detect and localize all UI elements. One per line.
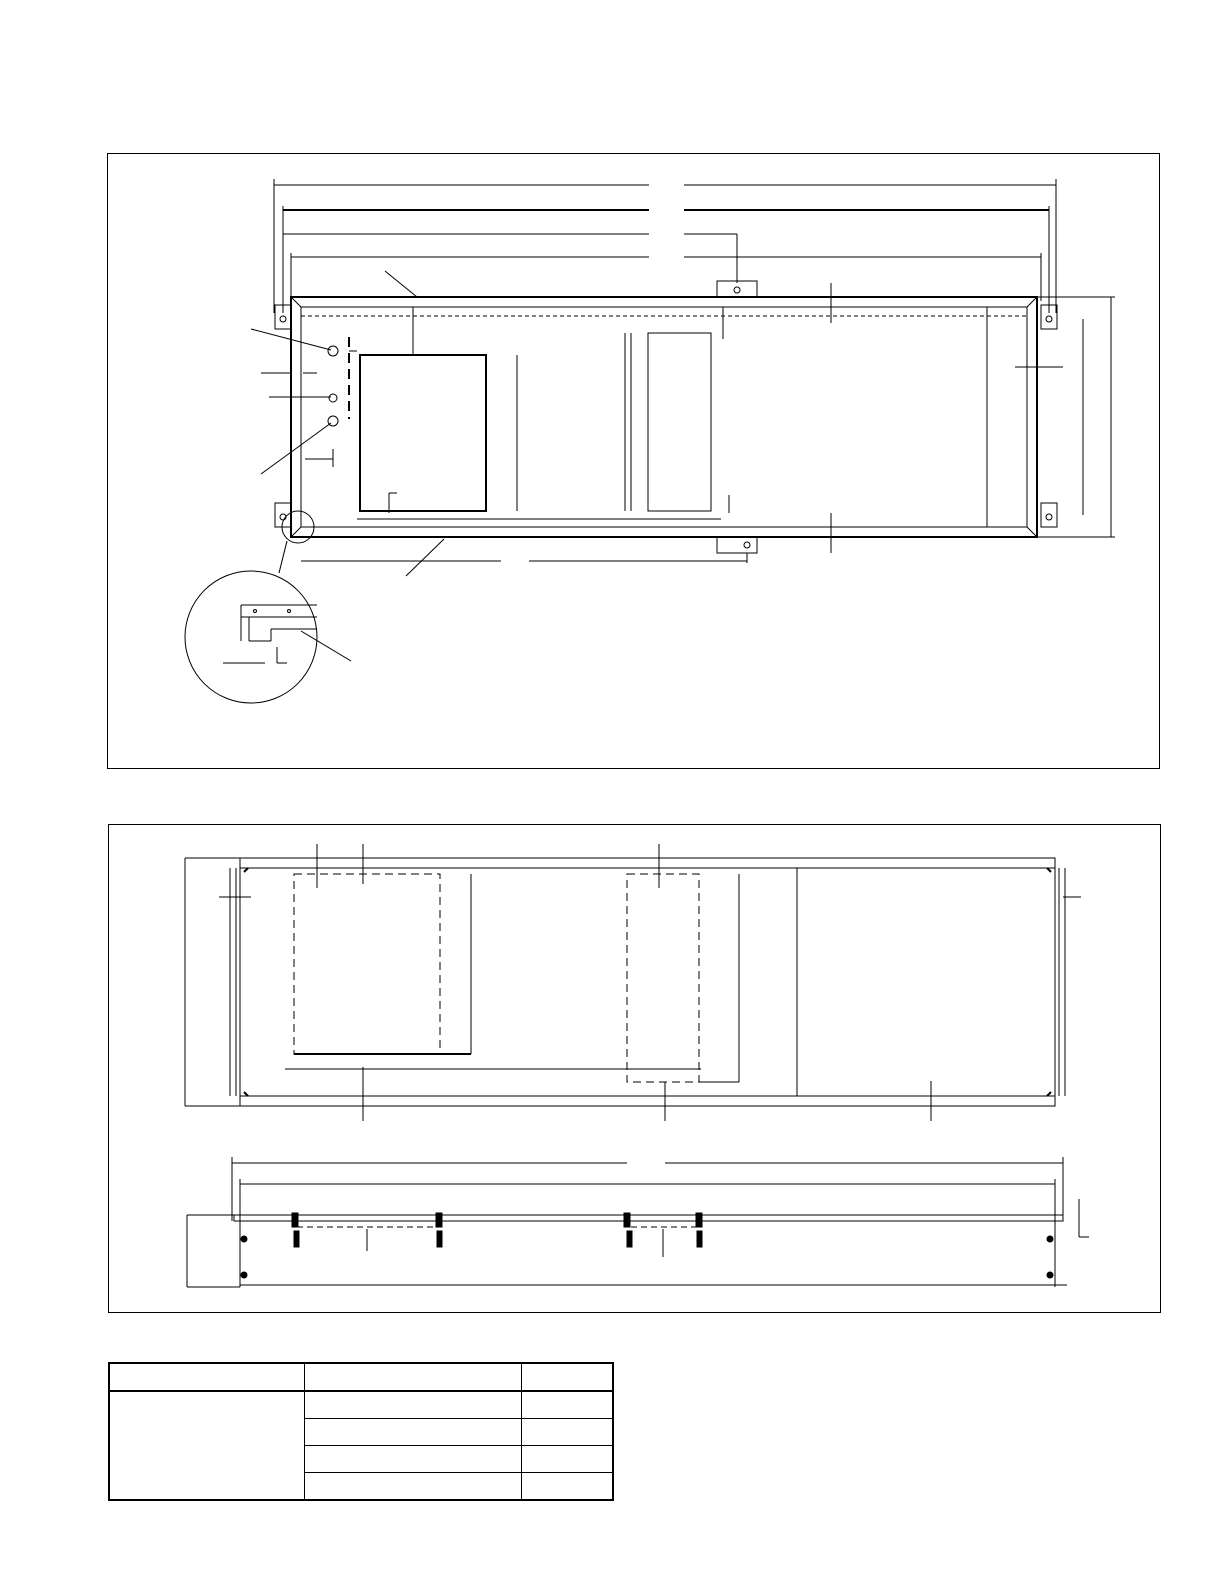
top-view-panel	[107, 153, 1160, 769]
table-cell	[522, 1391, 614, 1419]
front-view	[185, 844, 1081, 1121]
table-cell	[305, 1391, 522, 1419]
specification-table	[108, 1362, 614, 1501]
table-group-cell	[109, 1391, 305, 1500]
table-header-cell	[305, 1363, 522, 1391]
elevation-view-drawing	[109, 825, 1162, 1314]
top-view-drawing	[108, 154, 1161, 770]
table-row	[109, 1391, 613, 1419]
detail-callout	[185, 511, 317, 703]
table-cell	[305, 1446, 522, 1473]
overall-dimension-lines	[274, 179, 1056, 313]
table-header-cell	[522, 1363, 614, 1391]
table-header-cell	[109, 1363, 305, 1391]
knockout-holes	[303, 337, 357, 467]
table-cell	[522, 1473, 614, 1501]
table-cell	[522, 1419, 614, 1446]
fasteners	[241, 1213, 1053, 1278]
table-header-row	[109, 1363, 613, 1391]
side-view	[187, 1157, 1089, 1287]
elevation-view-panel	[108, 824, 1161, 1313]
table-cell	[522, 1446, 614, 1473]
table-cell	[305, 1473, 522, 1501]
cutout-openings	[301, 283, 1115, 563]
mounting-bracket	[275, 281, 1057, 553]
table-cell	[305, 1419, 522, 1446]
